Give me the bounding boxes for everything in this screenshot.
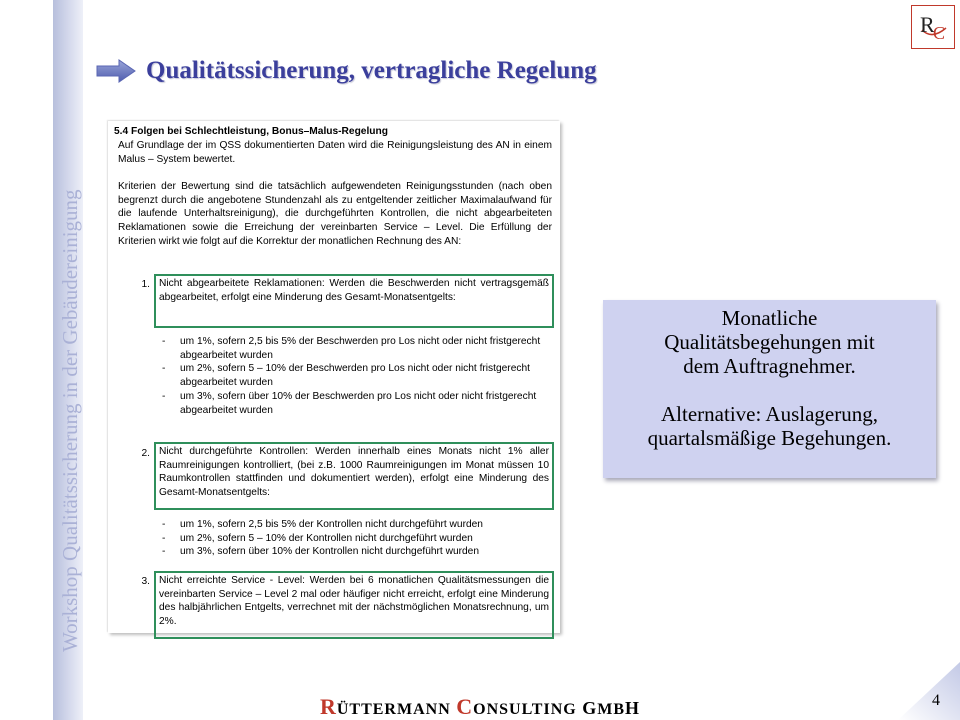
arrow-right-icon (95, 58, 137, 84)
callout-line: quartalsmäßige Begehungen. (647, 426, 892, 450)
document-paragraph: Auf Grundlage der im QSS dokumentierten Daten wird die Reinigungsleistung des AN in einem Malus – System bewertet. (118, 140, 552, 165)
contract-document-excerpt (108, 121, 560, 633)
bullet-dash: - (162, 363, 166, 375)
list-item (162, 390, 554, 417)
list-item (162, 545, 554, 559)
page-number: 4 (932, 692, 940, 709)
bullet-dash: - (162, 546, 166, 558)
brand-initial: C (456, 694, 474, 719)
list-item (162, 532, 554, 546)
list-number: 2. (141, 448, 150, 459)
brand-part: ÜTTERMANN (336, 701, 451, 718)
bullet-dash: - (162, 336, 166, 347)
bullet-dash: - (162, 519, 166, 530)
list-number: 3. (141, 576, 150, 587)
list-item-text: um 2%, sofern 5 – 10% der Kontrollen nicht durchgeführt wurden (180, 532, 473, 544)
bullet-dash: - (162, 532, 166, 544)
highlighted-clause: Nicht durchgeführte Kontrollen: Werden innerhalb eines Monats nicht 1% aller Raumreinigungen kontrolliert, (bei z.B. 1000 Raumreinigungen im Monat müssen 10 Raumkontrollen stattfinden und dokumentiert werden), erfolgt eine Minderung des Gesamt-Monatsentgelts: (154, 442, 554, 510)
list-item-text: um 2%, sofern 5 – 10% der Beschwerden pro Los nicht oder nicht fristgerecht abgearbeitet wurden (180, 363, 530, 389)
footer-company-name (0, 694, 960, 720)
list-number: 1. (141, 279, 150, 290)
list-item-text: um 3%, sofern über 10% der Beschwerden pro Los nicht oder nicht fristgerecht abgearbeitet wurden (180, 390, 537, 416)
list-item-text: um 1%, sofern 2,5 bis 5% der Beschwerden pro Los nicht oder nicht fristgerecht abgearbeitet wurden (180, 336, 541, 361)
logo-icon (912, 6, 956, 50)
callout-box (603, 300, 936, 478)
bullet-dash: - (162, 390, 166, 402)
list-item (162, 335, 554, 362)
bullet-list (162, 335, 554, 417)
brand-part: MB (597, 701, 625, 718)
list-item (162, 518, 554, 532)
document-heading: 5.4 Folgen bei Schlechtleistung, Bonus–Malus-Regelung (114, 126, 388, 137)
list-item-text: um 1%, sofern 2,5 bis 5% der Kontrollen nicht durchgeführt wurden (180, 519, 483, 530)
brand-part: ONSULTING (473, 701, 577, 718)
slide-title: Qualitätssicherung, vertragliche Regelung (146, 57, 597, 84)
callout-line: Monatliche (721, 306, 818, 330)
callout-line: Qualitätsbegehungen mit (664, 330, 875, 354)
highlighted-clause: Nicht abgearbeitete Reklamationen: Werden die Beschwerden nicht vertragsgemäß abgearbeitet, erfolgt eine Minderung des Gesamt-Monatsentgelts: (154, 274, 554, 328)
logo-letter-r: R (920, 12, 935, 37)
bullet-list (162, 518, 554, 559)
list-item (162, 362, 554, 389)
sidebar-vertical-title: Workshop Qualitätssicherung in der Gebäudereinigung (58, 189, 82, 652)
document-paragraph: Kriterien der Bewertung sind die tatsächlich aufgewendeten Reinigungsstunden (nach oben begrenzt durch die angebotene Stundenzahl als zu entgeltender zeitlicher Maximalaufwand für die laufende Unterhaltsreinigung), die durchgeführten Kontrollen, die nicht abgearbeiteten Reklamationen sowie die Erreichung der vereinbarten Service – Level. Die Erfüllung der Kriterien wirkt wie folgt auf die Korrektur der monatlichen Rechnung des AN: (118, 181, 552, 247)
company-logo (911, 5, 955, 49)
callout-line: Alternative: Auslagerung, (661, 402, 878, 426)
logo-letter-c: C (933, 23, 946, 43)
brand-initial: R (319, 694, 337, 719)
callout-line: dem Auftragnehmer. (683, 354, 856, 378)
list-item-text: um 3%, sofern über 10% der Kontrollen nicht durchgeführt wurden (180, 546, 480, 558)
brand-initial: G (582, 698, 598, 718)
brand-initial: H (625, 698, 641, 718)
highlighted-clause: Nicht erreichte Service - Level: Werden bei 6 monatlichen Qualitätsmessungen die vereinbarten Service – Level 2 mal oder häufiger nicht erreicht, erfolgt eine Minderung des halbjährlichen Entgelts, verrechnet mit der nächstmöglichen Monatsrechnung, um 2%. (154, 571, 554, 639)
